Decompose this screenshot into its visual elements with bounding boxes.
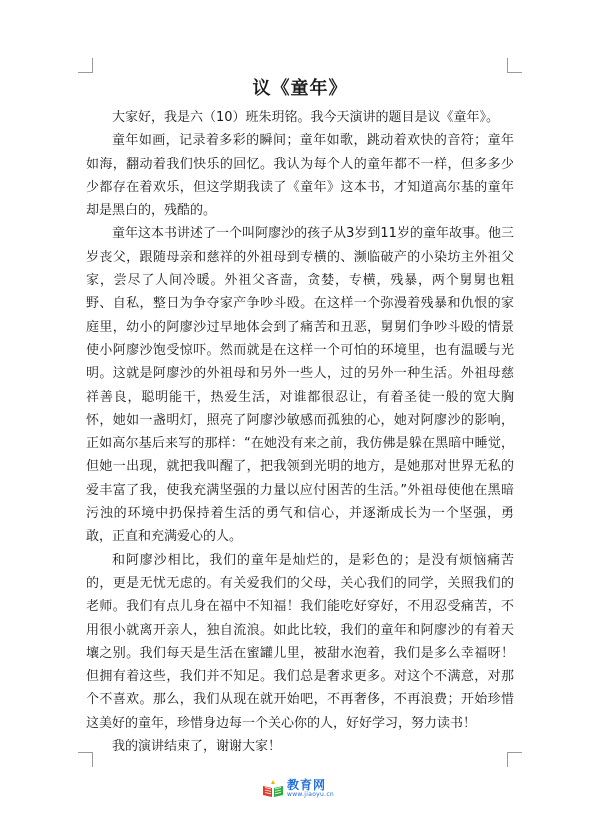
- paragraph-story: 童年这本书讲述了一个叫阿廖沙的孩子从3岁到11岁的童年故事。他三岁丧父，跟随母亲和慈祥的外祖母到专横的、濒临破产的小染坊主外祖父家，尝尽了人间冷暖。外祖父吝啬，贪婪，专横，残暴，两个舅舅也粗野、自私，整日为争夺家产争吵斗殴。在这样一个弥漫着残暴和仇恨的家庭里，幼小的阿廖沙过早地体会到了痛苦和丑恶，舅舅们争吵斗殴的情景使小阿廖沙饱受惊吓。然而就是在这样一个可怕的环境里，也有温暖与光明。这就是阿廖沙的外祖母和另外一些人，过的另外一种生活。外祖母慈祥善良，聪明能干，热爱生活，对谁都很忍让，有着圣徒一般的宽大胸怀，她如一盏明灯，照亮了阿廖沙敏感而孤独的心，她对阿廖沙的影响，正如高尔基后来写的那样：“在她没有来之前，我仿佛是躲在黑暗中睡觉，但她一出现，就把我叫醒了，把我领到光明的地方，是她那对世界无私的爱丰富了我，使我充满坚强的力量以应付困苦的生活。”外祖母使他在黑暗污浊的环境中扔保持着生活的勇气和信心，并逐渐成长为一个坚强，勇敢，正直和充满爱心的人。: [86, 226, 514, 545]
- paragraph-comparison: 和阿廖沙相比，我们的童年是灿烂的，是彩色的；是没有烦恼痛苦的，更是无忧无虑的。有关爱我们的父母，关心我们的同学，关照我们的老师。我们有点儿身在福中不知福！我们能吃好穿好，不用忍受痛苦，不用很小就离开亲人，独自流浪。如此比较，我们的童年和阿廖沙的有着天壤之别。我们每天是生活在蜜罐儿里，被甜水泡着，我们是多么幸福呀！但拥有着这些，我们并不知足。我们总是奢求更多。对这个不满意，对那个不喜欢。那么，我们从现在就开始吧，不再奢侈，不再浪费；开始珍惜这美好的童年，珍惜身边每一个关心你的人，好好学习，努力读书！: [86, 552, 514, 731]
- book-logo-icon: [262, 778, 284, 798]
- paragraph-closing: 我的演讲结束了，谢谢大家！: [112, 739, 282, 755]
- logo-text: 教育网: [287, 777, 327, 792]
- paragraph-intro: 童年如画，记录着多彩的瞬间；童年如歌，跳动着欢快的音符；童年如海，翻动着我们快乐的回忆。我认为每个人的童年都不一样，但多多少少都存在着欢乐，但这学期我读了《童年》这本书，才知道高尔基的童年却是黑白的，残酷的。: [86, 133, 514, 219]
- logo-url: www.jiaoyu.cn: [287, 790, 335, 798]
- site-logo: [262, 776, 334, 800]
- document-body: [86, 106, 514, 758]
- crop-mark-top-right: [507, 58, 522, 73]
- crop-mark-top-left: [78, 58, 93, 73]
- paragraph-greeting: 大家好，我是六（10）班朱玥铭。我今天演讲的题目是议《童年》。: [112, 110, 500, 125]
- document-title: 议《童年》: [252, 78, 348, 99]
